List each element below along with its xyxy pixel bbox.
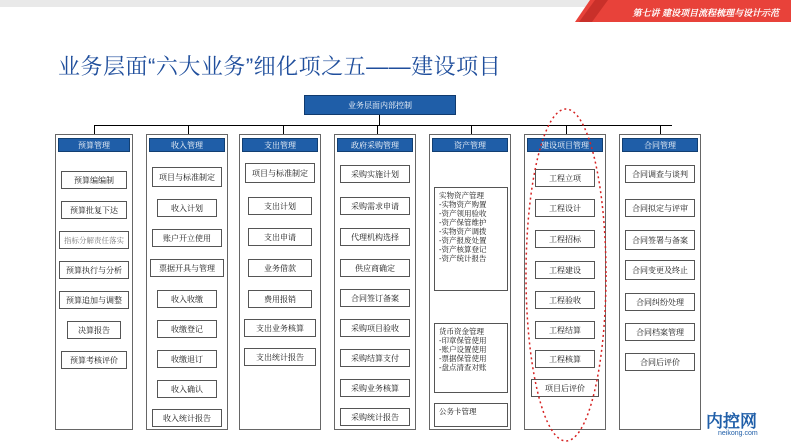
procurement-item-1: 采购实施计划 xyxy=(340,165,410,183)
construction-item-4: 工程建设 xyxy=(535,261,595,279)
column-assets xyxy=(429,134,511,430)
contract-item-4: 合同变更及终止 xyxy=(625,260,695,280)
column-expense-title: 支出管理 xyxy=(242,138,318,152)
expense-item-4: 业务借款 xyxy=(248,259,312,277)
expense-item-5: 费用报销 xyxy=(248,290,312,308)
budget-item-5: 预算追加与调整 xyxy=(59,291,129,309)
income-item-4: 票据开具与管理 xyxy=(150,259,224,277)
income-item-6: 收缴登记 xyxy=(157,320,217,338)
procurement-item-5: 合同签订备案 xyxy=(340,289,410,307)
column-contract-title: 合同管理 xyxy=(622,138,698,152)
contract-item-5: 合同纠纷处理 xyxy=(625,293,695,311)
column-construction xyxy=(524,134,606,430)
col-connector-2 xyxy=(188,125,189,134)
income-item-9: 收入统计报告 xyxy=(152,409,222,427)
column-assets-title: 资产管理 xyxy=(432,138,508,152)
expense-item-2: 支出计划 xyxy=(248,197,312,215)
construction-item-5: 工程验收 xyxy=(535,291,595,309)
procurement-item-2: 采购需求申请 xyxy=(340,197,410,215)
col-connector-4 xyxy=(377,125,378,134)
construction-item-1: 工程立项 xyxy=(535,169,595,187)
col-connector-5 xyxy=(471,125,472,134)
income-item-1: 项目与标准制定 xyxy=(152,167,222,187)
header-band xyxy=(0,0,791,22)
procurement-item-8: 采购业务核算 xyxy=(340,379,410,397)
root-connector-vertical xyxy=(379,115,380,125)
contract-item-7: 合同后评价 xyxy=(625,353,695,371)
contract-item-3: 合同签署与备案 xyxy=(625,230,695,250)
procurement-item-4: 供应商确定 xyxy=(340,259,410,277)
construction-item-7: 工程核算 xyxy=(535,350,595,368)
brand-logo-url: neikong.com xyxy=(718,430,758,437)
column-expense xyxy=(239,134,321,430)
column-income-title: 收入管理 xyxy=(149,138,225,152)
procurement-item-6: 采购项目验收 xyxy=(340,319,410,337)
column-budget xyxy=(55,134,133,430)
assets-block-physical: 实物资产管理 -实物资产购置 -资产领用验收 -资产保管维护 -实物资产调拨 -资产报废处置 -资产核算登记 -资产统计报告 xyxy=(434,187,508,291)
assets-block-card: 公务卡管理 xyxy=(434,403,508,427)
page-title: 业务层面“六大业务”细化项之五——建设项目 xyxy=(58,54,502,79)
column-construction-title: 建设项目管理 xyxy=(527,138,603,152)
construction-item-2: 工程设计 xyxy=(535,199,595,217)
column-income xyxy=(146,134,228,430)
income-item-7: 收缴退订 xyxy=(157,350,217,368)
tree-connector-horizontal xyxy=(94,125,672,126)
column-budget-title: 预算管理 xyxy=(58,138,130,152)
contract-item-1: 合同调查与谈判 xyxy=(625,165,695,183)
income-item-5: 收入收缴 xyxy=(157,290,217,308)
budget-item-2: 预算批复下达 xyxy=(61,201,127,219)
column-procurement-title: 政府采购管理 xyxy=(337,138,413,152)
income-item-3: 账户开立使用 xyxy=(152,229,222,247)
contract-item-6: 合同档案管理 xyxy=(625,323,695,341)
budget-item-4: 预算执行与分析 xyxy=(59,261,129,279)
brand-logo: 内控网 xyxy=(706,412,757,431)
construction-item-3: 工程招标 xyxy=(535,230,595,248)
construction-item-8: 项目后评价 xyxy=(531,379,599,397)
contract-item-2: 合同拟定与评审 xyxy=(625,199,695,217)
col-connector-6 xyxy=(566,125,567,134)
col-connector-7 xyxy=(660,125,661,134)
budget-item-7: 预算考核评价 xyxy=(61,351,127,369)
header-text: 第七讲 建设项目流程梳理与设计示范 xyxy=(632,8,779,18)
income-item-8: 收入确认 xyxy=(157,380,217,398)
col-connector-1 xyxy=(94,125,95,134)
budget-item-6: 决算报告 xyxy=(67,321,121,339)
col-connector-3 xyxy=(283,125,284,134)
assets-block-monetary: 货币资金管理 -印章保管使用 -账户设置使用 -票据保管使用 -盘点清查对账 xyxy=(434,323,508,393)
column-contract xyxy=(619,134,701,430)
expense-item-6: 支出业务核算 xyxy=(244,319,316,337)
expense-item-7: 支出统计报告 xyxy=(244,348,316,366)
budget-item-1: 预算编编制 xyxy=(61,171,127,189)
procurement-item-7: 采购结算支付 xyxy=(340,349,410,367)
column-procurement xyxy=(334,134,416,430)
expense-item-1: 项目与标准制定 xyxy=(245,163,315,183)
expense-item-3: 支出申请 xyxy=(248,228,312,246)
root-node: 业务层面内部控制 xyxy=(304,95,456,115)
procurement-item-9: 采购统计报告 xyxy=(340,408,410,426)
construction-item-6: 工程结算 xyxy=(535,321,595,339)
budget-item-3: 指标分解责任落实 xyxy=(59,231,129,249)
procurement-item-3: 代理机构选择 xyxy=(340,228,410,246)
income-item-2: 收入计划 xyxy=(157,199,217,217)
